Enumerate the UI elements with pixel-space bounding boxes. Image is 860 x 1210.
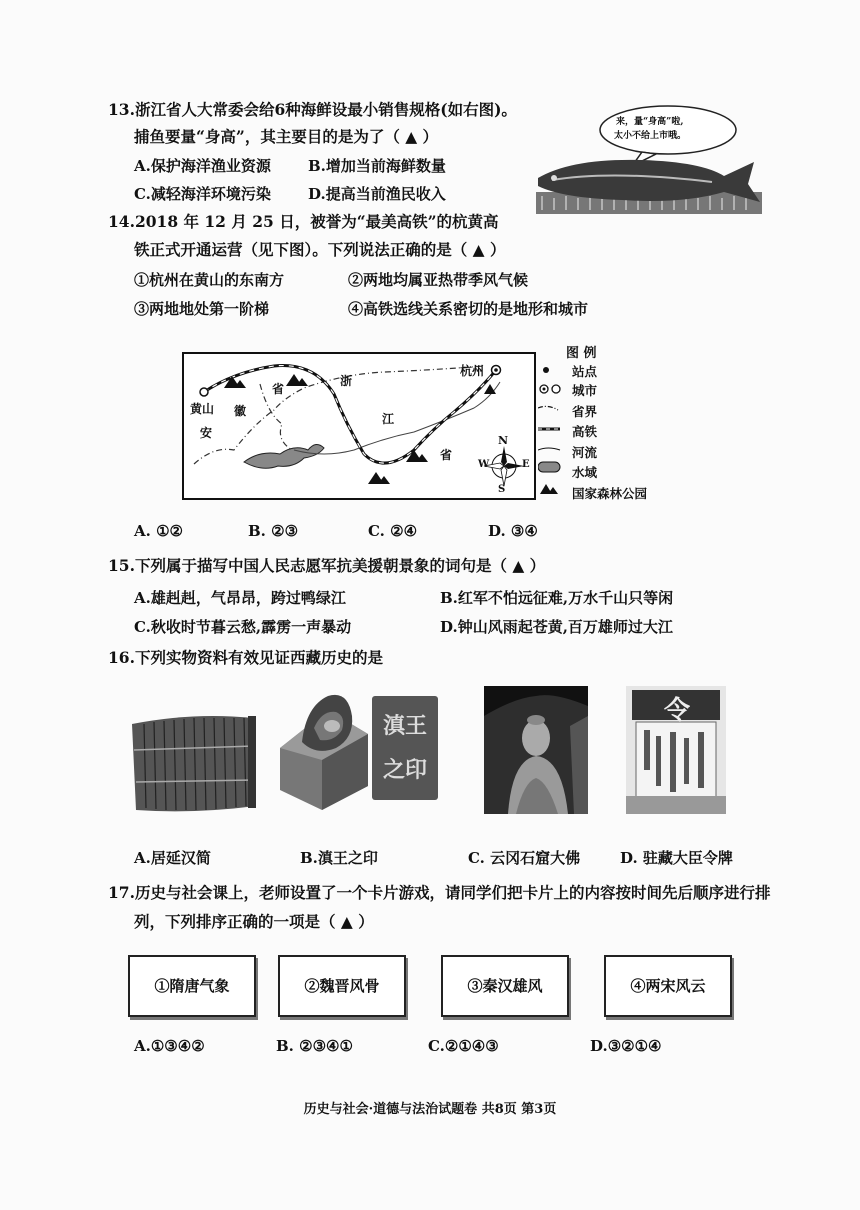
legend-city: 城市 [572, 383, 598, 398]
map-label-hangzhou: 杭州 [460, 364, 485, 378]
q15-option-d: D.钟山风雨起苍黄,百万雄师过大江 [440, 618, 673, 636]
q15-stem: 15.下列属于描写中国人民志愿军抗美援朝景象的词句是（ ▲ ） [108, 556, 546, 575]
card-song-label: ④两宋风云 [630, 977, 706, 995]
q17-stem-line1: 17.历史与社会课上，老师设置了一个卡片游戏，请同学们把卡片上的内容按时间先后顺序进行排 [108, 883, 771, 902]
compass-south: S [498, 484, 506, 495]
q17-option-c: C.②①④③ [428, 1037, 499, 1055]
card-wei-jin [278, 955, 406, 1017]
legend-title: 图 例 [566, 346, 597, 361]
card-wei-jin-label: ②魏晋风骨 [304, 977, 380, 995]
bamboo-slips-image [124, 710, 264, 824]
map-label-hui: 徽 [234, 404, 247, 418]
q14-option-b: B. ②③ [248, 522, 299, 540]
seal-impression [372, 696, 438, 800]
q14-statement-1: ①杭州在黄山的东南方 [134, 271, 285, 289]
q15-option-a: A.雄赳赳，气昂昂，跨过鸭绿江 [134, 589, 346, 607]
legend-river: 河流 [572, 445, 598, 460]
map-label-sheng-zhejiang: 省 [440, 448, 453, 462]
q13-stem-line1: 13.浙江省人大常委会给6种海鲜设最小销售规格(如右图)。 [108, 100, 517, 119]
card-song [604, 955, 732, 1017]
legend-high-speed-rail: 高铁 [572, 424, 598, 439]
compass-north: N [498, 434, 509, 447]
page-footer: 历史与社会·道德与法治试题卷 共8页 第3页 [303, 1102, 557, 1117]
q16-option-a: A.居延汉简 [134, 849, 211, 867]
q13-option-a: A.保护海洋渔业资源 [134, 157, 271, 175]
card-sui-tang-label: ①隋唐气象 [154, 977, 230, 995]
fish-speech-line1: 来，量“身高”啦, [616, 117, 684, 127]
legend-station: 站点 [572, 364, 598, 379]
map-label-huangshan: 黄山 [190, 402, 215, 416]
q14-option-a: A. ①② [134, 522, 183, 540]
q13-stem-line2: 捕鱼要量“身高”，其主要目的是为了（ ▲ ） [134, 127, 439, 146]
map-label-zhe: 浙 [340, 374, 353, 388]
q17-option-b: B. ②③④① [276, 1037, 353, 1055]
q15-option-c: C.秋收时节暮云愁,霹雳一声暴动 [134, 618, 352, 636]
q13-option-c: C.减轻海洋环境污染 [134, 185, 271, 203]
plaque-character: 令 [664, 696, 691, 726]
q14-option-c: C. ②④ [368, 522, 418, 540]
q14-option-d: D. ③④ [488, 522, 538, 540]
card-sui-tang [128, 955, 256, 1017]
map-label-an: 安 [200, 426, 213, 440]
q16-option-d: D. 驻藏大臣令牌 [620, 849, 733, 867]
q14-statement-2: ②两地均属亚热带季风气候 [348, 271, 529, 289]
card-qin-han-label: ③秦汉雄风 [467, 977, 543, 995]
map-label-jiang: 江 [382, 412, 395, 426]
q14-stem-line1: 14.2018 年 12 月 25 日，被誉为“最美高铁”的杭黄高 [108, 212, 499, 231]
q13-option-d: D.提高当前渔民收入 [308, 185, 446, 203]
legend-forest-park: 国家森林公园 [572, 486, 648, 501]
legend-water: 水域 [572, 465, 598, 480]
q16-option-b: B.滇王之印 [300, 849, 378, 867]
q17-option-d: D.③②①④ [590, 1037, 662, 1055]
fish-speech-line2: 太小不给上市哦。 [614, 131, 687, 141]
yungang-buddha-image [484, 686, 588, 818]
compass-west: W [478, 459, 490, 470]
q14-statement-4: ④高铁选线关系密切的是地形和城市 [348, 300, 589, 318]
q16-option-c: C. 云冈石窟大佛 [468, 849, 581, 867]
seal-impression-text: 滇王之印 [382, 713, 427, 783]
legend-province-border: 省界 [572, 404, 598, 419]
q13-option-b: B.增加当前海鲜数量 [308, 157, 446, 175]
q16-stem: 16.下列实物资料有效见证西藏历史的是 [108, 648, 383, 667]
railway-map [182, 352, 536, 500]
card-qin-han [441, 955, 569, 1017]
map-label-sheng-anhui: 省 [272, 382, 285, 396]
q15-option-b: B.红军不怕远征难,万水千山只等闲 [440, 589, 674, 607]
q17-stem-line2: 列，下列排序正确的一项是（ ▲ ） [134, 912, 374, 931]
compass-east: E [522, 459, 530, 470]
dian-king-seal-image [276, 686, 372, 818]
q17-option-a: A.①③④② [134, 1037, 205, 1055]
q14-statement-3: ③两地地处第一阶梯 [134, 300, 270, 318]
tibet-minister-plaque-image [626, 686, 726, 818]
q14-stem-line2: 铁正式开通运营（见下图）。下列说法正确的是（ ▲ ） [134, 240, 506, 259]
